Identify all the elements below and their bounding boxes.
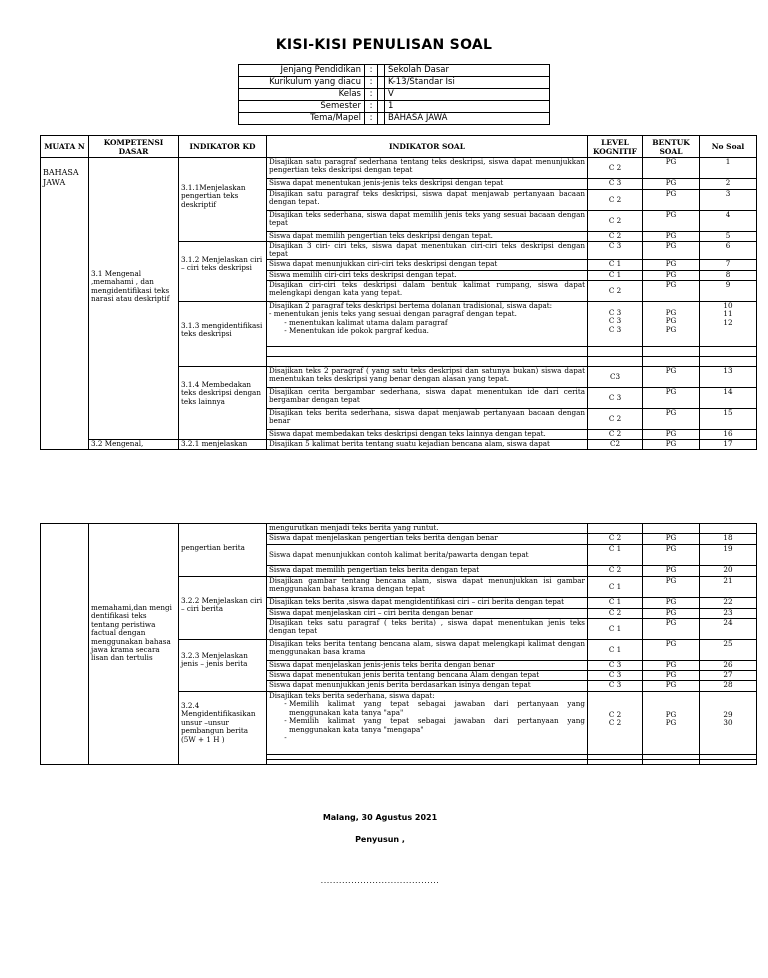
indikator-soal-cell: Disajikan ciri-ciri teks deskripsi dalam bentuk kalimat rumpang, siswa dapat melengkapi dengan kata yang tepat. [267, 280, 588, 301]
level-cell: C 2 [588, 158, 643, 179]
indikator-kd-cell: 3.2.4 Mengidentifikasikan unsur –unsur pembangun berita (5W + 1 H ) [179, 692, 267, 765]
no-soal-cell: 21 [700, 577, 757, 598]
bentuk-cell: PG [643, 681, 700, 692]
level-cell: C 2 [588, 408, 643, 429]
soal-list [269, 700, 585, 742]
no-soal-cell: 26 [700, 661, 757, 671]
level-cell: C 2 [588, 429, 643, 439]
bentuk-cell: PG [643, 190, 700, 211]
no-soal-cell: 6 [700, 242, 757, 260]
bentuk-cell: PG [643, 408, 700, 429]
kompetensi-dasar-cell: 3.1 Mengenal ,memahami , dan mengidentifikasi teks narasi atau deskriptif [89, 158, 179, 440]
indikator-soal-cell: Siswa dapat menjelaskan jenis-jenis teks berita dengan benar [267, 661, 588, 671]
no-soal-cell: 5 [700, 232, 757, 242]
soal-intro: Disajikan 2 paragraf teks deskripsi bertema dolanan tradisional, siswa dapat: [269, 301, 553, 310]
soal-intro: Disajikan teks berita sederhana, siswa dapat: [269, 691, 435, 700]
no-soal-cell: 24 [700, 619, 757, 640]
header-level-kognitif: LEVEL KOGNITIF [588, 136, 643, 158]
indikator-kd-cell: 3.1.1Menjelaskan pengertian teks deskriptif [179, 158, 267, 242]
no-soal-cell: 18 [700, 534, 757, 545]
indikator-soal-cell: Disajikan teks berita sederhana, siswa dapat menjawab pertanyaan bacaan dengan benar [267, 408, 588, 429]
level-cell: C 1 [588, 598, 643, 609]
bentuk-cell: PG [643, 211, 700, 232]
indikator-kd-cell: 3.2.1 menjelaskan [179, 439, 267, 449]
info-label: Kurikulum yang diacu [239, 77, 365, 89]
soal-list-item: - Memilih kalimat yang tepat sebagai jawaban dari pertanyaan yang menggunakan kata tanya "apa" [289, 700, 585, 717]
muatan-cell: BAHASA JAWA [41, 158, 89, 450]
no-soal-cell: 25 [700, 640, 757, 661]
soal-list-item: - Menentukan ide pokok pargraf kedua. [289, 327, 585, 335]
header-no-soal: No Soal [700, 136, 757, 158]
indikator-kd-cell: 3.2.3 Menjelaskan jenis – jenis berita [179, 640, 267, 692]
info-value: 1 [385, 101, 550, 113]
kisi-table-page2 [40, 523, 757, 765]
no-soal-cell: 20 [700, 566, 757, 577]
indikator-soal-cell [267, 301, 588, 346]
bentuk-cell: PG [643, 534, 700, 545]
level-cell: C2 [588, 439, 643, 449]
indikator-soal-cell [267, 692, 588, 755]
bentuk-cell: PG PG PG [643, 301, 700, 346]
indikator-soal-cell: Disajikan 3 ciri- ciri teks, siswa dapat menentukan ciri-ciri teks deskripsi dengan tepat [267, 242, 588, 260]
indikator-soal-cell: Siswa dapat memilih pengertian teks deskripsi dengan tepat. [267, 232, 588, 242]
level-cell: C 1 [588, 259, 643, 270]
indikator-kd-cell: 3.1.4 Membedakan teks deskripsi dengan teks lainnya [179, 366, 267, 439]
soal-line: - menentukan jenis teks yang sesuai dengan paragraf dengan tepat. [269, 309, 517, 319]
bentuk-cell: PG [643, 270, 700, 280]
bentuk-cell: PG [643, 366, 700, 387]
level-cell: C 3 [588, 387, 643, 408]
level-cell: C 1 [588, 270, 643, 280]
level-cell: C 3 [588, 661, 643, 671]
header-indikator-kd: INDIKATOR KD [179, 136, 267, 158]
indikator-soal-cell: Siswa dapat menunjukkan jenis berita berdasarkan isinya dengan tepat [267, 681, 588, 692]
level-cell: C 3 [588, 681, 643, 692]
level-cell: C 2 [588, 232, 643, 242]
no-soal-cell: 2 [700, 179, 757, 190]
bentuk-cell: PG PG [643, 692, 700, 755]
indikator-soal-cell: Siswa dapat memilih pengertian teks berita dengan tepat [267, 566, 588, 577]
info-label: Kelas [239, 89, 365, 101]
place-date: Malang, 30 Agustus 2021 [322, 813, 438, 822]
level-cell: C 2 [588, 566, 643, 577]
kompetensi-dasar-cell: memahami,dan mengi dentifikasi teks tentang peristiwa factual dengan menggunakan bahasa jawa krama secara lisan dan tertulis [89, 524, 179, 765]
penyusun-label: Penyusun , [355, 835, 405, 844]
muatan-cell [41, 524, 89, 765]
indikator-soal-cell: Disajikan cerita bergambar sederhana, siswa dapat menentukan ide dari cerita bergambar dengan tepat [267, 387, 588, 408]
level-cell: C 3 [588, 671, 643, 681]
no-soal-cell: 19 [700, 545, 757, 566]
signature-line: ....................................... [320, 876, 440, 885]
level-cell: C 2 [588, 609, 643, 619]
bentuk-cell: PG [643, 640, 700, 661]
indikator-soal-cell: Siswa dapat menjelaskan ciri – ciri berita dengan benar [267, 609, 588, 619]
indikator-soal-cell: Disajikan gambar tentang bencana alam, siswa dapat menunjukkan isi gambar menggunakan bahasa krama dengan tepat [267, 577, 588, 598]
level-cell: C3 [588, 366, 643, 387]
no-soal-cell: 17 [700, 439, 757, 449]
level-cell: C 1 [588, 577, 643, 598]
indikator-soal-cell: Siswa dapat menentukan jenis-jenis teks deskripsi dengan tepat [267, 179, 588, 190]
header-indikator-soal: INDIKATOR SOAL [267, 136, 588, 158]
document-title: KISI-KISI PENULISAN SOAL [275, 37, 493, 53]
level-cell: C 2 [588, 534, 643, 545]
info-sep: : [365, 89, 378, 101]
level-cell: C 1 [588, 619, 643, 640]
no-soal-cell: 23 [700, 609, 757, 619]
no-soal-cell: 13 [700, 366, 757, 387]
bentuk-cell: PG [643, 609, 700, 619]
indikator-soal-cell: Disajikan satu paragraf teks deskripsi, siswa dapat menjawab pertanyaan bacaan dengan tepat. [267, 190, 588, 211]
info-sep: : [365, 113, 378, 125]
indikator-soal-cell: Siswa dapat menjelaskan pengertian teks berita dengan benar [267, 534, 588, 545]
bentuk-cell: PG [643, 259, 700, 270]
indikator-soal-cell: Disajikan teks sederhana, siswa dapat memilih jenis teks yang sesuai bacaan dengan tepat [267, 211, 588, 232]
indikator-soal-cell: Siswa dapat menunjukkan ciri-ciri teks deskripsi dengan tepat [267, 259, 588, 270]
bentuk-cell: PG [643, 387, 700, 408]
no-soal-cell: 14 [700, 387, 757, 408]
info-table [238, 64, 550, 125]
soal-list-item: - Memilih kalimat yang tepat sebagai jawaban dari pertanyaan yang menggunakan kata tanya "mengapa" [289, 717, 585, 734]
no-soal-cell: 1 [700, 158, 757, 179]
bentuk-cell: PG [643, 179, 700, 190]
bentuk-cell: PG [643, 671, 700, 681]
indikator-kd-cell: pengertian berita [179, 524, 267, 577]
indikator-soal-cell: Siswa dapat membedakan teks deskripsi dengan teks lainnya dengan tepat. [267, 429, 588, 439]
bentuk-cell: PG [643, 242, 700, 260]
indikator-kd-cell: 3.1.3 mengidentifikasi teks deskripsi [179, 301, 267, 366]
indikator-soal-cell: Disajikan teks berita ,siswa dapat mengidentifikasi ciri – ciri berita dengan tepat [267, 598, 588, 609]
bentuk-cell: PG [643, 545, 700, 566]
info-sep: : [365, 65, 378, 77]
soal-list-item: - menentukan kalimat utama dalam paragraf [289, 319, 585, 327]
bentuk-cell: PG [643, 619, 700, 640]
no-soal-cell: 3 [700, 190, 757, 211]
level-cell: C 1 [588, 545, 643, 566]
level-cell: C 3 [588, 179, 643, 190]
info-value: K-13/Standar Isi [385, 77, 550, 89]
level-cell: C 1 [588, 640, 643, 661]
soal-list-item [289, 734, 585, 742]
kompetensi-dasar-cell: 3.2 Mengenal, [89, 439, 179, 449]
indikator-kd-cell: 3.2.2 Menjelaskan ciri – ciri berita [179, 577, 267, 640]
no-soal-cell: 28 [700, 681, 757, 692]
indikator-soal-cell: Disajikan teks 2 paragraf ( yang satu teks deskripsi dan satunya bukan) siswa dapat menentukan teks deskripsi yang benar dengan alasan yang tepat. [267, 366, 588, 387]
indikator-soal-cell: Siswa memilih ciri-ciri teks deskripsi dengan tepat. [267, 270, 588, 280]
no-soal-cell: 27 [700, 671, 757, 681]
no-soal-cell: 8 [700, 270, 757, 280]
bentuk-cell: PG [643, 158, 700, 179]
level-cell: C 2 [588, 211, 643, 232]
header-bentuk-soal: BENTUK SOAL [643, 136, 700, 158]
bentuk-cell: PG [643, 598, 700, 609]
bentuk-cell: PG [643, 439, 700, 449]
indikator-soal-cell: Disajikan teks berita tentang bencana alam, siswa dapat melengkapi kalimat dengan menggunakan basa krama [267, 640, 588, 661]
bentuk-cell: PG [643, 661, 700, 671]
bentuk-cell: PG [643, 566, 700, 577]
info-value: BAHASA JAWA [385, 113, 550, 125]
indikator-soal-cell: Siswa dapat menentukan jenis berita tentang bencana Alam dengan tepat [267, 671, 588, 681]
soal-list [269, 319, 585, 336]
no-soal-cell: 10 11 12 [700, 301, 757, 346]
no-soal-cell: 9 [700, 280, 757, 301]
level-cell: C 2 [588, 190, 643, 211]
kisi-table-page1 [40, 135, 757, 450]
info-label: Jenjang Pendidikan [239, 65, 365, 77]
no-soal-cell: 16 [700, 429, 757, 439]
indikator-soal-cell: mengurutkan menjadi teks berita yang runtut. [267, 524, 588, 534]
bentuk-cell: PG [643, 429, 700, 439]
indikator-soal-cell: Siswa dapat menunjukkan contoh kalimat berita/pawarta dengan tepat [267, 545, 588, 566]
no-soal-cell: 22 [700, 598, 757, 609]
indikator-kd-cell: 3.1.2 Menjelaskan ciri – ciri teks deskripsi [179, 242, 267, 302]
bentuk-cell: PG [643, 232, 700, 242]
no-soal-cell: 29 30 [700, 692, 757, 755]
indikator-soal-cell: Disajikan 5 kalimat berita tentang suatu kejadian bencana alam, siswa dapat [267, 439, 588, 449]
header-kompetensi-dasar: KOMPETENSI DASAR [89, 136, 179, 158]
indikator-soal-cell: Disajikan teks satu paragraf ( teks berita) , siswa dapat menentukan jenis teks dengan tepat [267, 619, 588, 640]
no-soal-cell: 4 [700, 211, 757, 232]
indikator-soal-cell: Disajikan satu paragraf sederhana tentang teks deskripsi, siswa dapat menunjukkan pengertian teks deskripsi dengan tepat [267, 158, 588, 179]
info-value: V [385, 89, 550, 101]
no-soal-cell: 15 [700, 408, 757, 429]
no-soal-cell: 7 [700, 259, 757, 270]
info-label: Semester [239, 101, 365, 113]
info-sep: : [365, 101, 378, 113]
info-label: Tema/Mapel [239, 113, 365, 125]
level-cell: C 2 [588, 280, 643, 301]
info-value: Sekolah Dasar [385, 65, 550, 77]
level-cell: C 2 C 2 [588, 692, 643, 755]
info-sep: : [365, 77, 378, 89]
level-cell: C 3 C 3 C 3 [588, 301, 643, 346]
bentuk-cell: PG [643, 280, 700, 301]
bentuk-cell: PG [643, 577, 700, 598]
header-muatan: MUATA N [41, 136, 89, 158]
level-cell: C 3 [588, 242, 643, 260]
